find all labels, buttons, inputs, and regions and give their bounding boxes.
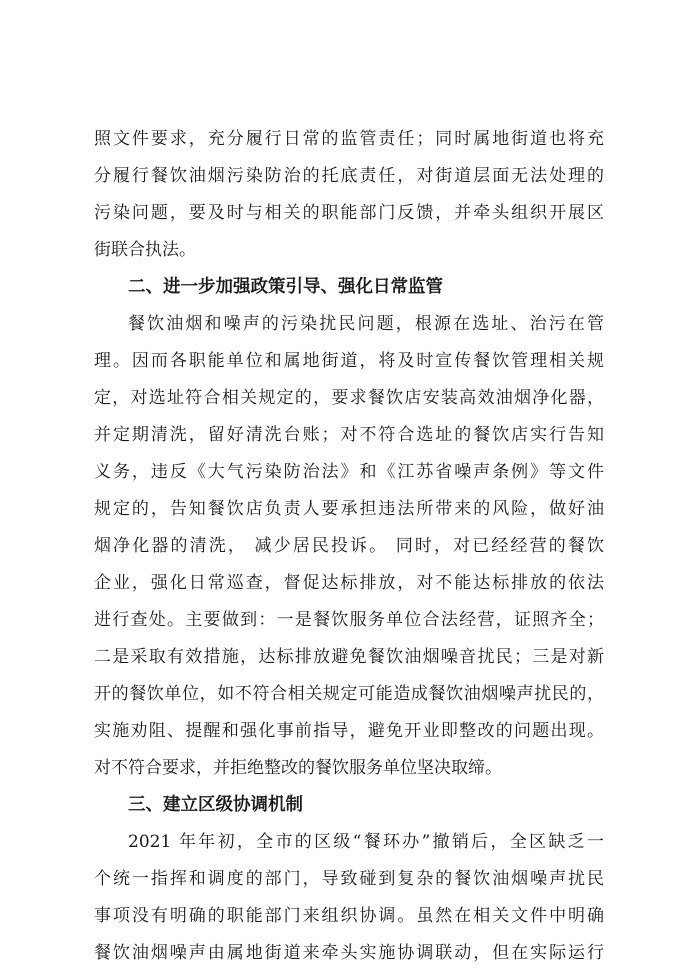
paragraph-line: 企业，强化日常巡查，督促达标排放，对不能达标排放的依法 <box>94 573 604 593</box>
paragraph-line: 义务，违反《大气污染防治法》和《江苏省噪声条例》等文件 <box>94 462 604 482</box>
paragraph-line: 定，对选址符合相关规定的，要求餐饮店安装高效油烟净化器， <box>94 388 604 408</box>
paragraph-line: 进行查处。主要做到：一是餐饮服务单位合法经营，证照齐全； <box>94 610 604 630</box>
paragraph-line: 污染问题，要及时与相关的职能部门反馈，并牵头组织开展区 <box>94 203 604 223</box>
paragraph-line: 街联合执法。 <box>94 240 196 260</box>
paragraph-line: 事项没有明确的职能部门来组织协调。虽然在相关文件中明确 <box>94 906 604 926</box>
paragraph-line: 并定期清洗，留好清洗台账；对不符合选址的餐饮店实行告知 <box>94 425 604 445</box>
paragraph-line: 规定的，告知餐饮店负责人要承担违法所带来的风险，做好油 <box>94 499 604 519</box>
paragraph-line: 2021 年年初，全市的区级“餐环办”撤销后，全区缺乏一 <box>128 832 604 852</box>
paragraph-line: 烟净化器的清洗， 减少居民投诉。 同时，对已经经营的餐饮 <box>94 536 604 556</box>
paragraph-line: 照文件要求，充分履行日常的监管责任；同时属地街道也将充 <box>94 129 604 149</box>
paragraph-line: 开的餐饮单位，如不符合相关规定可能造成餐饮油烟噪声扰民的， <box>94 684 604 704</box>
paragraph-line: 实施劝阻、提醒和强化事前指导，避免开业即整改的问题出现。 <box>94 721 604 741</box>
section-heading-2: 二、进一步加强政策引导、强化日常监管 <box>128 277 443 297</box>
paragraph-line: 个统一指挥和调度的部门，导致碰到复杂的餐饮油烟噪声扰民 <box>94 869 604 889</box>
paragraph-line: 分履行餐饮油烟污染防治的托底责任，对街道层面无法处理的 <box>94 166 604 186</box>
paragraph-line: 二是采取有效措施，达标排放避免餐饮油烟噪音扰民；三是对新 <box>94 647 604 667</box>
document-body <box>94 121 604 972</box>
paragraph-line: 对不符合要求，并拒绝整改的餐饮服务单位坚决取缔。 <box>94 758 502 778</box>
section-heading-3: 三、建立区级协调机制 <box>128 795 303 815</box>
paragraph-line: 餐饮油烟噪声由属地街道来牵头实施协调联动，但在实际运行 <box>94 943 604 963</box>
paragraph-line: 理。因而各职能单位和属地街道，将及时宣传餐饮管理相关规 <box>94 351 604 371</box>
paragraph-line: 餐饮油烟和噪声的污染扰民问题，根源在选址、治污在管 <box>128 314 604 334</box>
